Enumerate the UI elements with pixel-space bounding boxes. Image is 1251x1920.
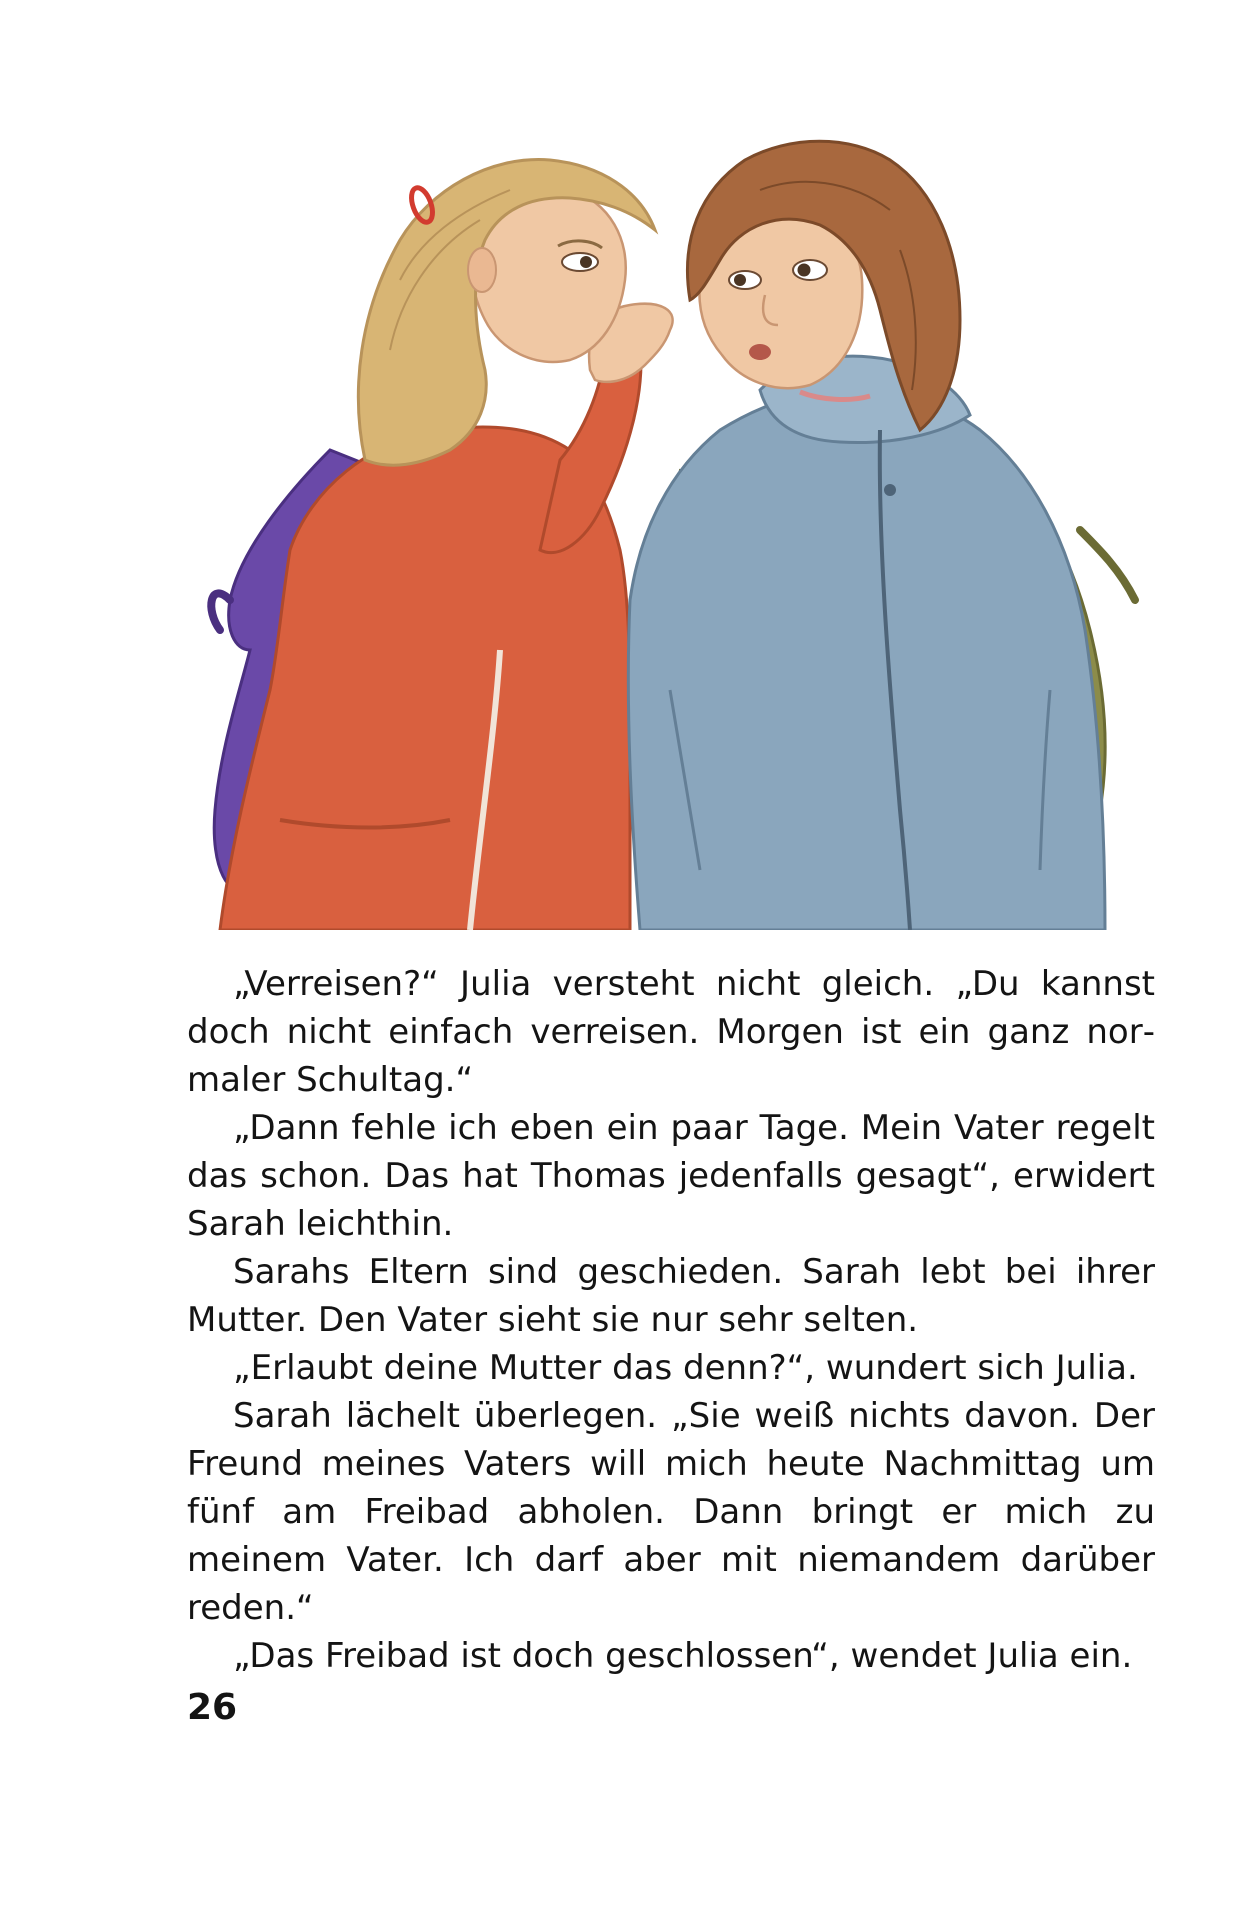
red-hair-clip bbox=[407, 185, 436, 225]
paragraph: „Dann fehle ich eben ein paar Tage. Mein Vater regelt das schon. Das hat Thomas jedenfalls gesagt“, erwidert Sarah leichthin. bbox=[187, 1108, 1155, 1244]
paragraph: „Das Freibad ist doch geschlossen“, wendet Julia ein. bbox=[233, 1636, 1133, 1676]
paragraph: „Verreisen?“ Julia versteht nicht gleich. „Du kannst doch nicht einfach verreisen. Morgen ist ein ganz normaler Schultag.“ bbox=[187, 964, 1155, 1100]
story-text bbox=[187, 960, 1155, 1680]
page-number: 26 bbox=[187, 1687, 238, 1728]
right-girl-mouth bbox=[749, 344, 771, 360]
paragraph: „Erlaubt deine Mutter das denn?“, wundert sich Julia. bbox=[233, 1348, 1138, 1388]
illustration-two-girls bbox=[200, 130, 1160, 930]
girl-right-figure bbox=[628, 141, 1135, 930]
girl-left-figure bbox=[211, 160, 672, 930]
paragraph: Sarah lächelt überlegen. „Sie weiß nichts davon. Der Freund meines Vaters will mich heute Nachmittag um fünf am Freibad abholen. Dann bringt er mich zu meinem Vater. Ich darf aber mit niemandem darüber reden.“ bbox=[187, 1396, 1155, 1628]
paragraph: Sarahs Eltern sind geschieden. Sarah lebt bei ihrer Mutter. Den Vater sieht sie nur sehr selten. bbox=[187, 1252, 1155, 1340]
blue-jacket bbox=[628, 390, 1105, 930]
